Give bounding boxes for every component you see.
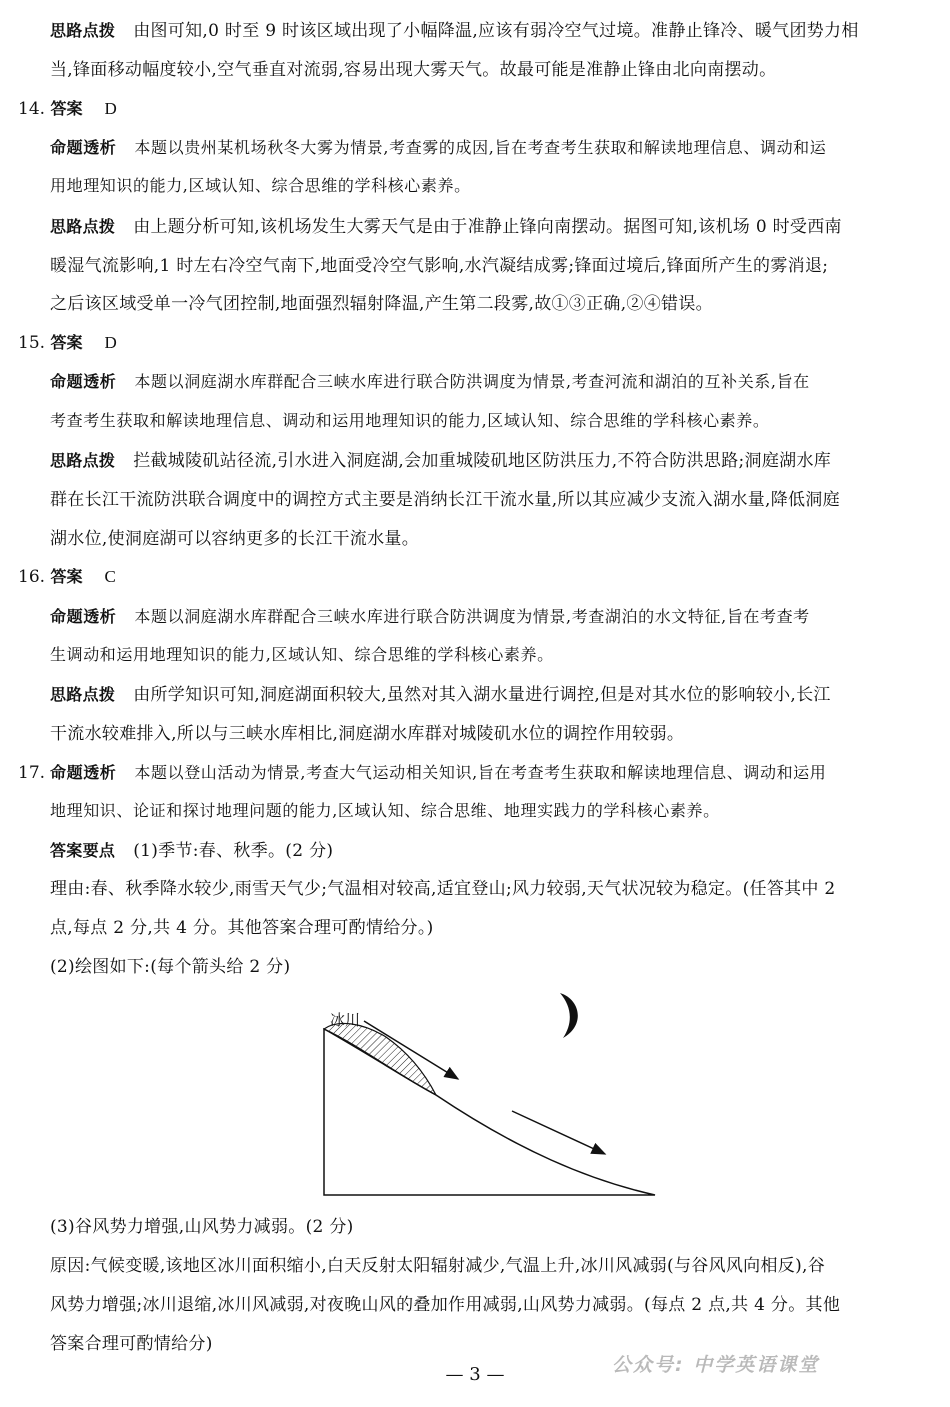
- q14-answer: 14. 答案 D: [18, 99, 117, 119]
- q14-analysis-line3: 之后该区域受单一冷气团控制,地面强烈辐射降温,产生第二段雾,故①③正确,②④错误。: [50, 294, 713, 314]
- glacier-shape: [324, 1023, 436, 1095]
- q17-cause-line3: 答案合理可酌情给分): [50, 1334, 213, 1354]
- page-number: — 3 —: [445, 1364, 505, 1385]
- q16-intent-line1: 命题透析 本题以洞庭湖水库群配合三峡水库进行联合防洪调度为情景,考查湖泊的水文特征,旨在考查考: [50, 607, 810, 626]
- q13-analysis-line1: 思路点拨 由图可知,0 时至 9 时该区域出现了小幅降温,应该有弱冷空气过境。准静止锋冷、暖气团势力相: [50, 21, 859, 41]
- q17-cause-line2: 风势力增强;冰川退缩,冰川风减弱,对夜晚山风的叠加作用减弱,山风势力减弱。(每点 2 点,共 4 分。其他: [50, 1295, 841, 1315]
- glacier-label: 冰川: [330, 1011, 361, 1029]
- q15-analysis-line3: 湖水位,使洞庭湖可以容纳更多的长江干流水量。: [50, 529, 420, 549]
- mountain-wind-diagram: [318, 985, 663, 1200]
- crescent-moon-icon: [560, 993, 578, 1038]
- q16-analysis-line2: 干流水较难排入,所以与三峡水库相比,洞庭湖水库群对城陵矶水位的调控作用较弱。: [50, 724, 685, 744]
- q13-analysis-line2: 当,锋面移动幅度较小,空气垂直对流弱,容易出现大雾天气。故最可能是准静止锋由北向南摆动。: [50, 60, 777, 80]
- q16-answer: 16. 答案 C: [18, 567, 116, 587]
- q17-cause-line1: 原因:气候变暖,该地区冰川面积缩小,白天反射太阳辐射减少,气温上升,冰川风减弱(与谷风风向相反),谷: [50, 1256, 826, 1276]
- q15-intent-line1: 命题透析 本题以洞庭湖水库群配合三峡水库进行联合防洪调度为情景,考查河流和湖泊的互补关系,旨在: [50, 372, 810, 391]
- q16-analysis-line1: 思路点拨 由所学知识可知,洞庭湖面积较大,虽然对其入湖水量进行调控,但是对其水位的影响较小,长江: [50, 685, 831, 705]
- q17-reason-line2: 点,每点 2 分,共 4 分。其他答案合理可酌情给分。): [50, 918, 434, 938]
- label-silu: 思路点拨: [50, 21, 116, 40]
- q14-analysis-line2: 暖湿气流影响,1 时左右冷空气南下,地面受冷空气影响,水汽凝结成雾;锋面过境后,锋面所产生的雾消退;: [50, 256, 829, 276]
- q17-intent-line1: 命题透析 本题以登山活动为情景,考查大气运动相关知识,旨在考查考生获取和解读地理信息、调动和运用: [50, 763, 827, 782]
- q15-analysis-line1: 思路点拨 拦截城陵矶站径流,引水进入洞庭湖,会加重城陵矶地区防洪压力,不符合防洪思路;洞庭湖水库: [50, 451, 832, 471]
- q17-part2-heading: (2)绘图如下:(每个箭头给 2 分): [50, 957, 291, 977]
- q17-part3-heading: (3)谷风势力增强,山风势力减弱。(2 分): [50, 1217, 354, 1237]
- q17-key-points-1: 答案要点 (1)季节:春、秋季。(2 分): [50, 841, 334, 861]
- watermark: 公众号: 中学英语课堂: [612, 1354, 820, 1376]
- q17-reason-line1: 理由:春、秋季降水较少,雨雪天气少;气温相对较高,适宜登山;风力较弱,天气状况较为稳定。(任答其中 2: [50, 879, 836, 899]
- q15-answer: 15. 答案 D: [18, 333, 117, 353]
- q14-intent-line2: 用地理知识的能力,区域认知、综合思维的学科核心素养。: [50, 176, 471, 195]
- q14-intent-line1: 命题透析 本题以贵州某机场秋冬大雾为情景,考查雾的成因,旨在考查考生获取和解读地理信息、调动和运: [50, 138, 827, 157]
- q16-intent-line2: 生调动和运用地理知识的能力,区域认知、综合思维的学科核心素养。: [50, 645, 554, 664]
- q15-analysis-line2: 群在长江干流防洪联合调度中的调控方式主要是消纳长江干流水量,所以其应减少支流入湖水量,降低洞庭: [50, 490, 840, 510]
- q14-analysis-line1: 思路点拨 由上题分析可知,该机场发生大雾天气是由于准静止锋向南摆动。据图可知,该机场 0 时受西南: [50, 217, 842, 237]
- q15-intent-line2: 考查考生获取和解读地理信息、调动和运用地理知识的能力,区域认知、综合思维的学科核心素养。: [50, 411, 770, 430]
- q17-number: 17.: [18, 763, 46, 783]
- q17-intent-line2: 地理知识、论证和探讨地理问题的能力,区域认知、综合思维、地理实践力的学科核心素养。: [50, 801, 720, 820]
